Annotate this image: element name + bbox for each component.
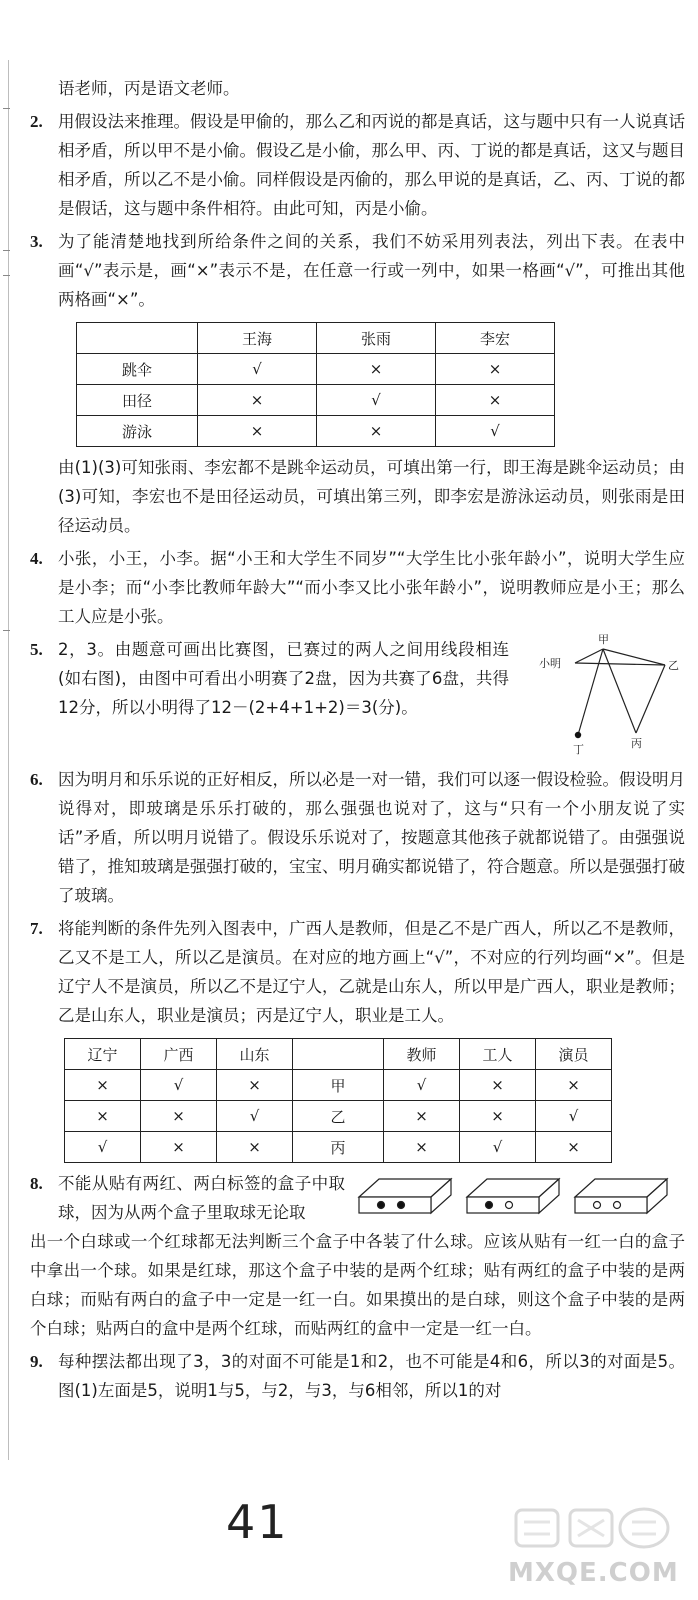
person-table bbox=[64, 1038, 612, 1163]
item-text: 因为明月和乐乐说的正好相反，所以必是一对一错，我们可以逐一假设检验。假设明月说得对，即玻璃是乐乐打破的，那么强强也说对了，这与“只有一个小朋友说了实话”矛盾，所以明月说错了。假设乐乐说对了，按题意其他孩子就都说错了。由强强说错了，推知玻璃是强强打破的，宝宝、明月确实都说错了，符合题意。所以是强强打破了玻璃。 bbox=[58, 770, 685, 905]
item-text: 每种摆法都出现了3，3的对面不可能是1和2，也不可能是4和6，所以3的对面是5。图(1)左面是5，说明1与5，与2，与3，与6相邻，所以1的对 bbox=[58, 1352, 685, 1400]
red-ball-dot bbox=[398, 1202, 405, 1209]
item-with-figure bbox=[58, 635, 685, 761]
item-text: 不能从贴有两红、两白标签的盒子中取球，因为从两个盒子里取球无论取 bbox=[58, 1174, 345, 1222]
table-cell: 李宏 bbox=[436, 323, 555, 354]
binding-margin-line bbox=[8, 60, 9, 1460]
answer-item-7 bbox=[30, 914, 685, 1163]
table-cell: 甲 bbox=[293, 1070, 384, 1101]
table-cell: √ bbox=[217, 1101, 293, 1132]
table-cell: 跳伞 bbox=[77, 354, 198, 385]
answer-page bbox=[30, 74, 685, 1405]
table-cell: × bbox=[198, 385, 317, 416]
item-text-after-table: 由(1)(3)可知张雨、李宏都不是跳伞运动员，可填出第一行，即王海是跳伞运动员；由(3)可知，李宏也不是田径运动员，可填出第三列，即李宏是游泳运动员，则张雨是田径运动员。 bbox=[58, 458, 685, 535]
table-row bbox=[77, 354, 555, 385]
table-cell: × bbox=[217, 1132, 293, 1163]
item-text: 为了能清楚地找到所给条件之间的关系，我们不妨采用列表法，列出下表。在表中画“√”表示是，画“×”表示不是，在任意一行或一列中，如果一格画“√”，可推出其他两格画“×”。 bbox=[58, 232, 685, 309]
table-cell: √ bbox=[536, 1101, 612, 1132]
item-text: 小张，小王，小李。据“小王和大学生不同岁”“大学生比小张年龄小”，说明大学生应是小李；而“小李比教师年龄大”“而小李又比小张年龄小”，说明教师应是小王；那么工人应是小张。 bbox=[58, 549, 685, 626]
table-cell: × bbox=[436, 385, 555, 416]
table-cell: √ bbox=[65, 1132, 141, 1163]
table-row bbox=[77, 416, 555, 447]
margin-tick bbox=[3, 250, 10, 251]
table-cell: √ bbox=[436, 416, 555, 447]
item-text: 用假设法来推理。假设是甲偷的，那么乙和丙说的都是真话，这与题中只有一人说真话相矛盾，所以甲不是小偷。假设乙是小偷，那么甲、丙、丁说的都是真话，这又与题目相矛盾，所以乙不是小偷。同样假设是丙偷的，那么甲说的是真话，乙、丙、丁说的都是假话，这与题中条件相符。由此可知，丙是小偷。 bbox=[58, 112, 685, 218]
table-cell: 乙 bbox=[293, 1101, 384, 1132]
white-ball-dot bbox=[506, 1202, 513, 1209]
box-one-red-one-white bbox=[467, 1179, 559, 1213]
table-cell: √ bbox=[198, 354, 317, 385]
table-cell bbox=[293, 1039, 384, 1070]
table-cell: √ bbox=[141, 1070, 217, 1101]
table-cell: × bbox=[217, 1070, 293, 1101]
table-cell: × bbox=[317, 416, 436, 447]
item-with-figure bbox=[58, 1169, 685, 1227]
table-cell: × bbox=[317, 354, 436, 385]
table-cell: × bbox=[436, 354, 555, 385]
graph-label-yi: 乙 bbox=[668, 659, 679, 672]
watermark-logo bbox=[512, 1504, 672, 1550]
graph-node-dot bbox=[575, 732, 581, 738]
continued-line: 语老师，丙是语文老师。 bbox=[58, 79, 240, 98]
item-number: 6. bbox=[30, 770, 43, 789]
table-cell: × bbox=[384, 1132, 460, 1163]
item-text: 将能判断的条件先列入图表中，广西人是教师，但是乙不是广西人，所以乙不是教师，乙又不是工人，所以乙是演员。在对应的地方画上“√”，不对应的行列均画“×”。但是辽宁人不是演员，所以乙不是辽宁人，乙就是山东人，所以甲是广西人，职业是教师；乙是山东人，职业是演员；丙是辽宁人，职业是工人。 bbox=[58, 919, 685, 1025]
item-text: 2，3。由题意可画出比赛图，已赛过的两人之间用线段相连(如右图)，由图中可看出小明赛了2盘，因为共赛了6盘，共得12分，所以小明得了12－(2+4+1+2)＝3(分)。 bbox=[58, 640, 509, 717]
table-cell: 游泳 bbox=[77, 416, 198, 447]
table-row bbox=[65, 1132, 612, 1163]
table-cell: 教师 bbox=[384, 1039, 460, 1070]
item-number: 2. bbox=[30, 112, 43, 131]
table-cell: 广西 bbox=[141, 1039, 217, 1070]
table-row bbox=[77, 385, 555, 416]
box-two-white bbox=[575, 1179, 667, 1213]
item-number: 4. bbox=[30, 549, 43, 568]
item-number: 3. bbox=[30, 232, 43, 251]
item-text-continued: 出一个白球或一个红球都无法判断三个盒子中各装了什么球。应该从贴有一红一白的盒子中拿出一个球。如果是红球，那这个盒子中装的是两个红球；贴有两红的盒子中装的是两白球；而贴有两白的盒子中一定是一红一白。如果摸出的是白球，则这个盒子中装的是两个白球；贴两白的盒中是两个红球，而贴两红的盒中一定是一红一白。 bbox=[30, 1232, 685, 1338]
table-cell: 丙 bbox=[293, 1132, 384, 1163]
table-cell: × bbox=[536, 1132, 612, 1163]
graph-label-ding: 丁 bbox=[573, 743, 584, 756]
answer-item-5 bbox=[30, 635, 685, 761]
page-number: 41 bbox=[226, 1495, 289, 1549]
graph-edge bbox=[578, 649, 603, 735]
table-cell: 辽宁 bbox=[65, 1039, 141, 1070]
ball-boxes-figure bbox=[355, 1171, 685, 1221]
match-graph-figure bbox=[515, 631, 685, 761]
red-ball-dot bbox=[486, 1202, 493, 1209]
answer-item-9 bbox=[30, 1347, 685, 1405]
box-two-red bbox=[359, 1179, 451, 1213]
margin-tick bbox=[3, 108, 10, 109]
answer-item-4 bbox=[30, 544, 685, 631]
table-cell: √ bbox=[384, 1070, 460, 1101]
item-number: 5. bbox=[30, 640, 43, 659]
graph-label-bing: 丙 bbox=[631, 737, 642, 750]
table-header-row bbox=[65, 1039, 612, 1070]
answer-item-8 bbox=[30, 1169, 685, 1343]
answer-item-3 bbox=[30, 227, 685, 540]
table-cell: √ bbox=[460, 1132, 536, 1163]
table-cell: × bbox=[536, 1070, 612, 1101]
margin-tick bbox=[3, 275, 10, 276]
graph-label-xiaoming: 小明 bbox=[539, 657, 561, 670]
red-ball-dot bbox=[378, 1202, 385, 1209]
watermark-url: MXQE.COM bbox=[508, 1558, 679, 1588]
item-number: 9. bbox=[30, 1352, 43, 1371]
sports-table bbox=[76, 322, 555, 447]
table-cell: × bbox=[141, 1101, 217, 1132]
graph-edge bbox=[575, 649, 603, 663]
table-cell: √ bbox=[317, 385, 436, 416]
table-row bbox=[65, 1101, 612, 1132]
table-row bbox=[65, 1070, 612, 1101]
graph-edge bbox=[603, 649, 665, 665]
table-cell: × bbox=[65, 1070, 141, 1101]
answer-item-2 bbox=[30, 107, 685, 223]
table-cell: 演员 bbox=[536, 1039, 612, 1070]
table-cell: 王海 bbox=[198, 323, 317, 354]
margin-tick bbox=[3, 630, 10, 631]
table-cell bbox=[77, 323, 198, 354]
white-ball-dot bbox=[594, 1202, 601, 1209]
table-header-row bbox=[77, 323, 555, 354]
table-cell: × bbox=[384, 1101, 460, 1132]
table-cell: × bbox=[65, 1101, 141, 1132]
item-number: 7. bbox=[30, 919, 43, 938]
table-cell: × bbox=[141, 1132, 217, 1163]
item-number: 8. bbox=[30, 1174, 43, 1193]
table-cell: 田径 bbox=[77, 385, 198, 416]
white-ball-dot bbox=[614, 1202, 621, 1209]
graph-label-jia: 甲 bbox=[598, 633, 609, 646]
table-cell: × bbox=[460, 1101, 536, 1132]
graph-edge bbox=[575, 663, 665, 665]
table-cell: 张雨 bbox=[317, 323, 436, 354]
table-cell: 山东 bbox=[217, 1039, 293, 1070]
table-cell: 工人 bbox=[460, 1039, 536, 1070]
table-cell: × bbox=[198, 416, 317, 447]
graph-edge bbox=[636, 665, 665, 733]
answer-item-6 bbox=[30, 765, 685, 910]
graph-edge bbox=[603, 649, 636, 733]
table-cell: × bbox=[460, 1070, 536, 1101]
